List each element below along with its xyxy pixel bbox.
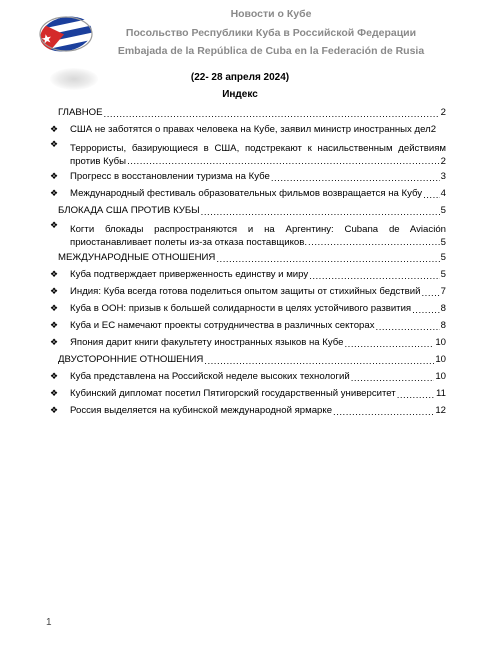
toc-section-label: ДВУСТОРОННИЕ ОТНОШЕНИЯ	[58, 354, 204, 365]
toc-section[interactable]	[46, 351, 446, 368]
toc-page-number: 3	[440, 171, 446, 182]
toc-item-label-line1: Террористы, базирующиеся в США, подстрекают к насильственным действиям	[70, 143, 446, 154]
toc-page-number: 7	[440, 286, 446, 297]
dot-leader	[345, 339, 435, 351]
toc-item-label-line1: Когти блокады распространяются и на Аргентину: Cubana de Aviación	[70, 224, 446, 235]
toc-section[interactable]	[46, 202, 446, 219]
toc-item-label-line2: против Кубы	[70, 156, 127, 167]
toc-item-label: Международный фестиваль образовательных фильмов возвращается на Кубу	[70, 188, 423, 199]
toc-item[interactable]	[46, 334, 446, 351]
toc-item[interactable]	[46, 266, 446, 283]
dot-leader	[104, 109, 440, 121]
toc-item-label: Куба представлена на Российской неделе высоких технологий	[70, 371, 350, 382]
toc-item-label: Прогресс в восстановлении туризма на Кубе	[70, 171, 270, 182]
index-title: Индекс	[222, 89, 258, 100]
toc-page-number: 2	[440, 156, 446, 167]
toc-page-number: 11	[436, 388, 446, 399]
diamond-bullet-icon: ❖	[50, 220, 59, 230]
diamond-bullet-icon: ❖	[50, 171, 59, 181]
dot-leader	[309, 271, 439, 283]
dot-leader	[423, 190, 440, 202]
toc-item[interactable]	[46, 121, 446, 138]
toc-item-label: Япония дарит книги факультету иностранных языков на Кубе	[70, 337, 344, 348]
dot-leader	[271, 173, 440, 185]
page-number: 1	[46, 617, 52, 628]
toc-item-label: Куба и ЕС намечают проекты сотрудничества в различных секторах	[70, 320, 375, 331]
toc-item[interactable]	[46, 317, 446, 334]
toc-section-label: ГЛАВНОЕ	[58, 107, 103, 118]
dot-leader	[421, 288, 439, 300]
table-of-contents	[46, 104, 446, 419]
diamond-bullet-icon: ❖	[50, 286, 59, 296]
toc-section[interactable]	[46, 249, 446, 266]
toc-item-label: Индия: Куба всегда готова поделиться опытом защиты от стихийных бедствий	[70, 286, 421, 297]
toc-page-number: 4	[440, 188, 446, 199]
toc-item[interactable]	[46, 168, 446, 185]
toc-item[interactable]	[46, 138, 446, 168]
dot-leader	[204, 356, 434, 368]
diamond-bullet-icon: ❖	[50, 388, 59, 398]
toc-item-label: Куба подтверждает приверженность единству и миру	[70, 269, 309, 280]
toc-item-label: Кубинский дипломат посетил Пятигорский государственный университет	[70, 388, 396, 399]
toc-item[interactable]	[46, 402, 446, 419]
cuba-flag-logo	[38, 14, 94, 54]
diamond-bullet-icon: ❖	[50, 188, 59, 198]
toc-page-number: 5	[440, 237, 446, 248]
diamond-bullet-icon: ❖	[50, 405, 59, 415]
toc-section-label: БЛОКАДА США ПРОТИВ КУБЫ	[58, 205, 200, 216]
toc-item[interactable]	[46, 385, 446, 402]
toc-item[interactable]	[46, 219, 446, 249]
dot-leader	[216, 254, 439, 266]
toc-item[interactable]	[46, 368, 446, 385]
toc-page-number: 8	[440, 303, 446, 314]
toc-page-number: 10	[435, 354, 446, 365]
toc-item-label: США не заботятся о правах человека на Кубе, заявил министр иностранных дел	[70, 124, 431, 135]
toc-page-number: 5	[440, 252, 446, 263]
toc-page-number: 10	[435, 337, 446, 348]
toc-item[interactable]	[46, 185, 446, 202]
toc-item-label: Куба в ООН: призыв к большей солидарности в целях устойчивого развития	[70, 303, 412, 314]
toc-page-number: 5	[440, 205, 446, 216]
toc-page-number: 12	[435, 405, 446, 416]
toc-page-number: 8	[440, 320, 446, 331]
toc-item-label: Россия выделяется на кубинской международной ярмарке	[70, 405, 333, 416]
dot-leader	[412, 305, 440, 317]
toc-section-label: МЕЖДУНАРОДНЫЕ ОТНОШЕНИЯ	[58, 252, 216, 263]
diamond-bullet-icon: ❖	[50, 371, 59, 381]
dot-leader	[308, 236, 440, 249]
toc-page-number: 10	[435, 371, 446, 382]
diamond-bullet-icon: ❖	[50, 303, 59, 313]
header-title: Новости о Кубе	[230, 8, 312, 20]
diamond-bullet-icon: ❖	[50, 139, 59, 149]
dot-leader	[351, 373, 435, 385]
dot-leader	[201, 207, 440, 219]
dot-leader	[376, 322, 440, 334]
diamond-bullet-icon: ❖	[50, 124, 59, 134]
toc-section[interactable]	[46, 104, 446, 121]
toc-page-number: 5	[440, 269, 446, 280]
toc-page-number: 2	[430, 124, 437, 135]
diamond-bullet-icon: ❖	[50, 337, 59, 347]
date-range: (22- 28 апреля 2024)	[190, 72, 290, 83]
dot-leader	[333, 407, 434, 419]
toc-item[interactable]	[46, 283, 446, 300]
toc-item-label-line2: приостанавливает полеты из-за отказа поставщиков.	[70, 237, 308, 248]
dot-leader	[127, 155, 440, 168]
diamond-bullet-icon: ❖	[50, 320, 59, 330]
toc-item[interactable]	[46, 300, 446, 317]
toc-page-number: 2	[440, 107, 446, 118]
header-embassy-ru: Посольство Республики Куба в Российской Федерации	[125, 27, 417, 39]
diamond-bullet-icon: ❖	[50, 269, 59, 279]
dot-leader	[397, 390, 435, 402]
header-embassy-es: Embajada de la República de Cuba en la Federación de Rusia	[117, 45, 425, 57]
